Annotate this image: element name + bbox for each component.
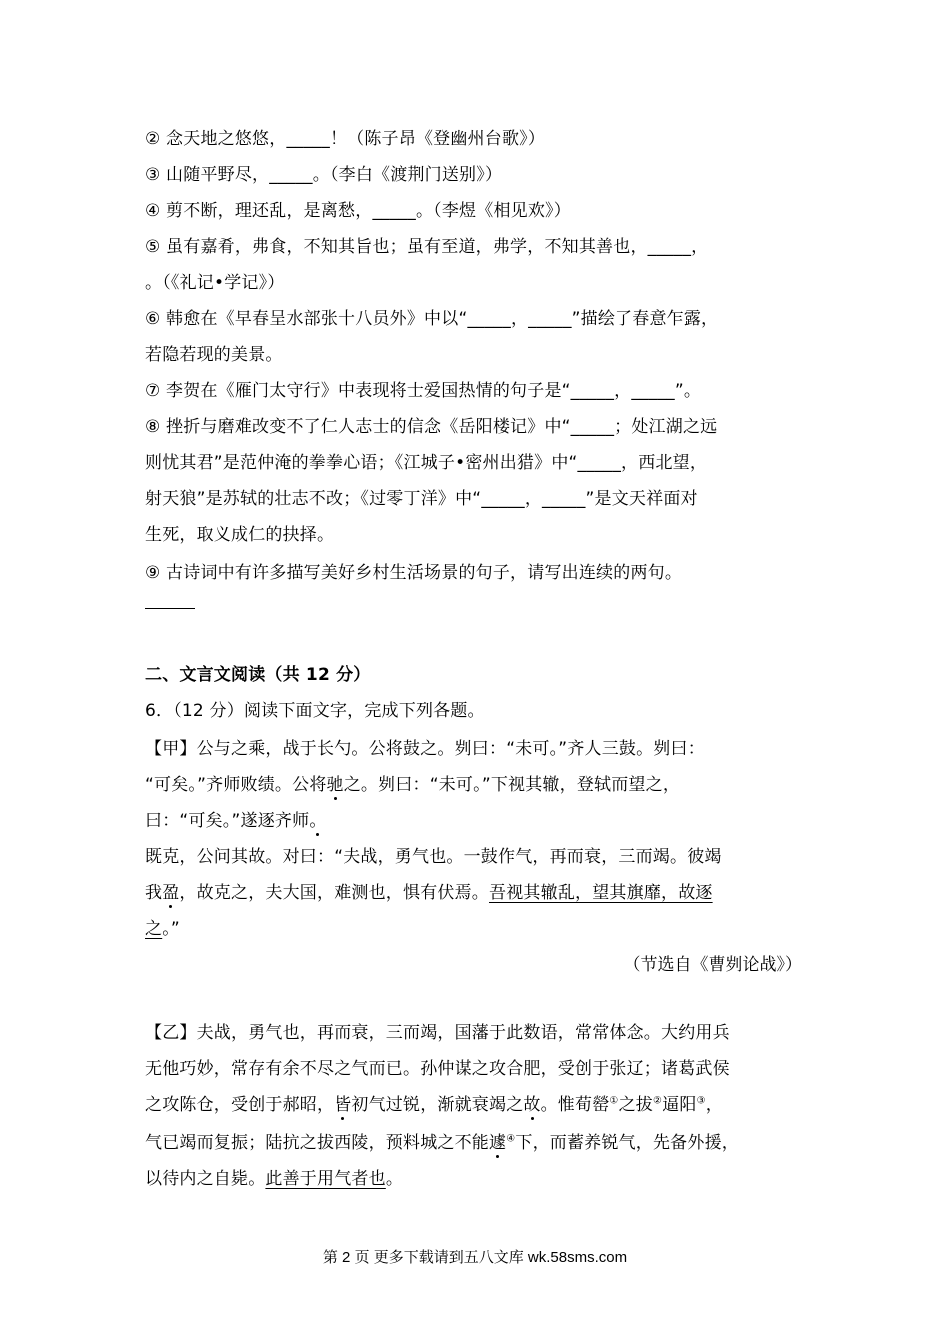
yi-line-1: 【乙】夫战，勇气也，再而衰，三而竭，国藩于此数语，常常体念。大约用兵 (145, 1023, 730, 1043)
text-span: 下，而蓄养锐气，先备外援， (515, 1133, 739, 1153)
poem-item-8-line3: 射天狼”是苏轼的壮志不改；《过零丁洋》中“_____，_____”是文天祥面对 (145, 489, 698, 509)
text-span: “可矣。”齐师败绩。公将 (145, 775, 327, 795)
poem-item-5-line1: ⑤ 虽有嘉肴，弗食，不知其旨也；虽有至道，弗学，不知其善也，_____， (145, 237, 709, 257)
section-heading: 二、文言文阅读（共 12 分） (145, 665, 371, 685)
text-span: ，故克之，夫大国，难测也，惧有伏焉。 (179, 883, 490, 903)
emphasis-dot-word: 遽 (489, 1133, 507, 1153)
poem-item-4: ④ 剪不断，理还乱，是离愁，_____。（李煜《相见欢》） (145, 201, 571, 221)
jia-line-1: 【甲】公与之乘，战于长勺。公将鼓之。刿曰：“未可。”齐人三鼓。刿曰： (145, 739, 705, 759)
poem-item-8-line1: ⑧ 挫折与磨难改变不了仁人志士的信念《岳阳楼记》中“_____；处江湖之远 (145, 417, 718, 437)
yi-line-2: 无他巧妙，常存有余不尽之气而已。孙仲谋之攻合肥，受创于张辽；诸葛武侯 (145, 1059, 730, 1079)
yi-line-5 (145, 1164, 403, 1189)
emphasis-dot-word: 皆 (334, 1095, 352, 1115)
footnote-marker: ④ (506, 1133, 516, 1145)
text-span: 逼阳 (662, 1095, 697, 1115)
underlined-sentence: 之 (145, 919, 163, 939)
poem-item-6-line2: 若隐若现的美景。 (145, 345, 283, 365)
text-span: 以待内之自毙。 (145, 1169, 266, 1189)
answer-blank-line (145, 608, 195, 609)
text-span: 。” (162, 919, 180, 939)
jia-para2-line-3 (145, 914, 180, 939)
text-span: 之拔 (618, 1095, 653, 1115)
text-span: 初气过锐，渐就衰竭之 (351, 1095, 524, 1115)
poem-item-6-line1: ⑥ 韩愈在《早春呈水部张十八员外》中以“_____，_____”描绘了春意乍露， (145, 309, 719, 329)
poem-item-8-line2: 则忧其君”是范仲淹的拳拳心语；《江城子•密州出猎》中“_____，西北望， (145, 453, 708, 473)
underlined-sentence: 此善于用气者也 (265, 1169, 386, 1189)
text-span: 我 (145, 883, 163, 903)
text-span: 之攻陈仓，受创于郝昭， (145, 1095, 335, 1115)
jia-para2-line-1: 既克，公问其故。对曰：“夫战，勇气也。一鼓作气，再而衰，三而竭。彼竭 (145, 847, 722, 867)
text-span: 气已竭而复振；陆抗之拔西陵，预料城之不能 (145, 1133, 489, 1153)
jia-source: （节选自《曹刿论战》） (623, 955, 802, 975)
text-span: ， (705, 1095, 723, 1115)
text-span: 之。刿曰：“未可。”下视其辙，登轼而望之， (343, 775, 681, 795)
yi-line-4 (145, 1128, 739, 1153)
poem-item-5-line2: 。（《礼记•学记》） (145, 273, 285, 293)
page-footer: 第 2 页 更多下载请到五八文库 wk.58sms.com (322, 1249, 628, 1266)
question-6: 6．（12 分）阅读下面文字，完成下列各题。 (145, 701, 485, 721)
footnote-marker: ③ (696, 1095, 706, 1107)
poem-item-2: ② 念天地之悠悠，_____！（陈子昂《登幽州台歌》） (145, 129, 546, 149)
footnote-marker: ② (653, 1095, 663, 1107)
yi-line-3 (145, 1090, 723, 1115)
emphasis-dot-word: 故 (523, 1095, 541, 1115)
poem-item-9: ⑨ 古诗词中有许多描写美好乡村生活场景的句子，请写出连续的两句。 (145, 563, 683, 583)
jia-line-2 (145, 770, 680, 795)
poem-item-8-line4: 生死，取义成仁的抉择。 (145, 525, 335, 545)
poem-item-7: ⑦ 李贺在《雁门太守行》中表现将士爱国热情的句子是“_____，_____”。 (145, 381, 702, 401)
jia-line-3 (145, 806, 327, 831)
footnote-marker: ① (609, 1095, 619, 1107)
text-span: 。 (385, 1169, 404, 1189)
emphasis-dot-word: 盈 (162, 883, 180, 903)
underlined-sentence: 吾视其辙乱，望其旗靡，故逐 (489, 883, 713, 903)
text-span: 。惟荀罃 (540, 1095, 610, 1115)
poem-item-3: ③ 山随平野尽，_____。（李白《渡荆门送别》） (145, 165, 503, 185)
emphasis-dot-word: 驰 (326, 775, 344, 795)
emphasis-dot-word: 。 (309, 811, 327, 831)
jia-para2-line-2 (145, 878, 713, 903)
text-span: 曰：“可矣。”遂逐齐师 (145, 811, 310, 831)
